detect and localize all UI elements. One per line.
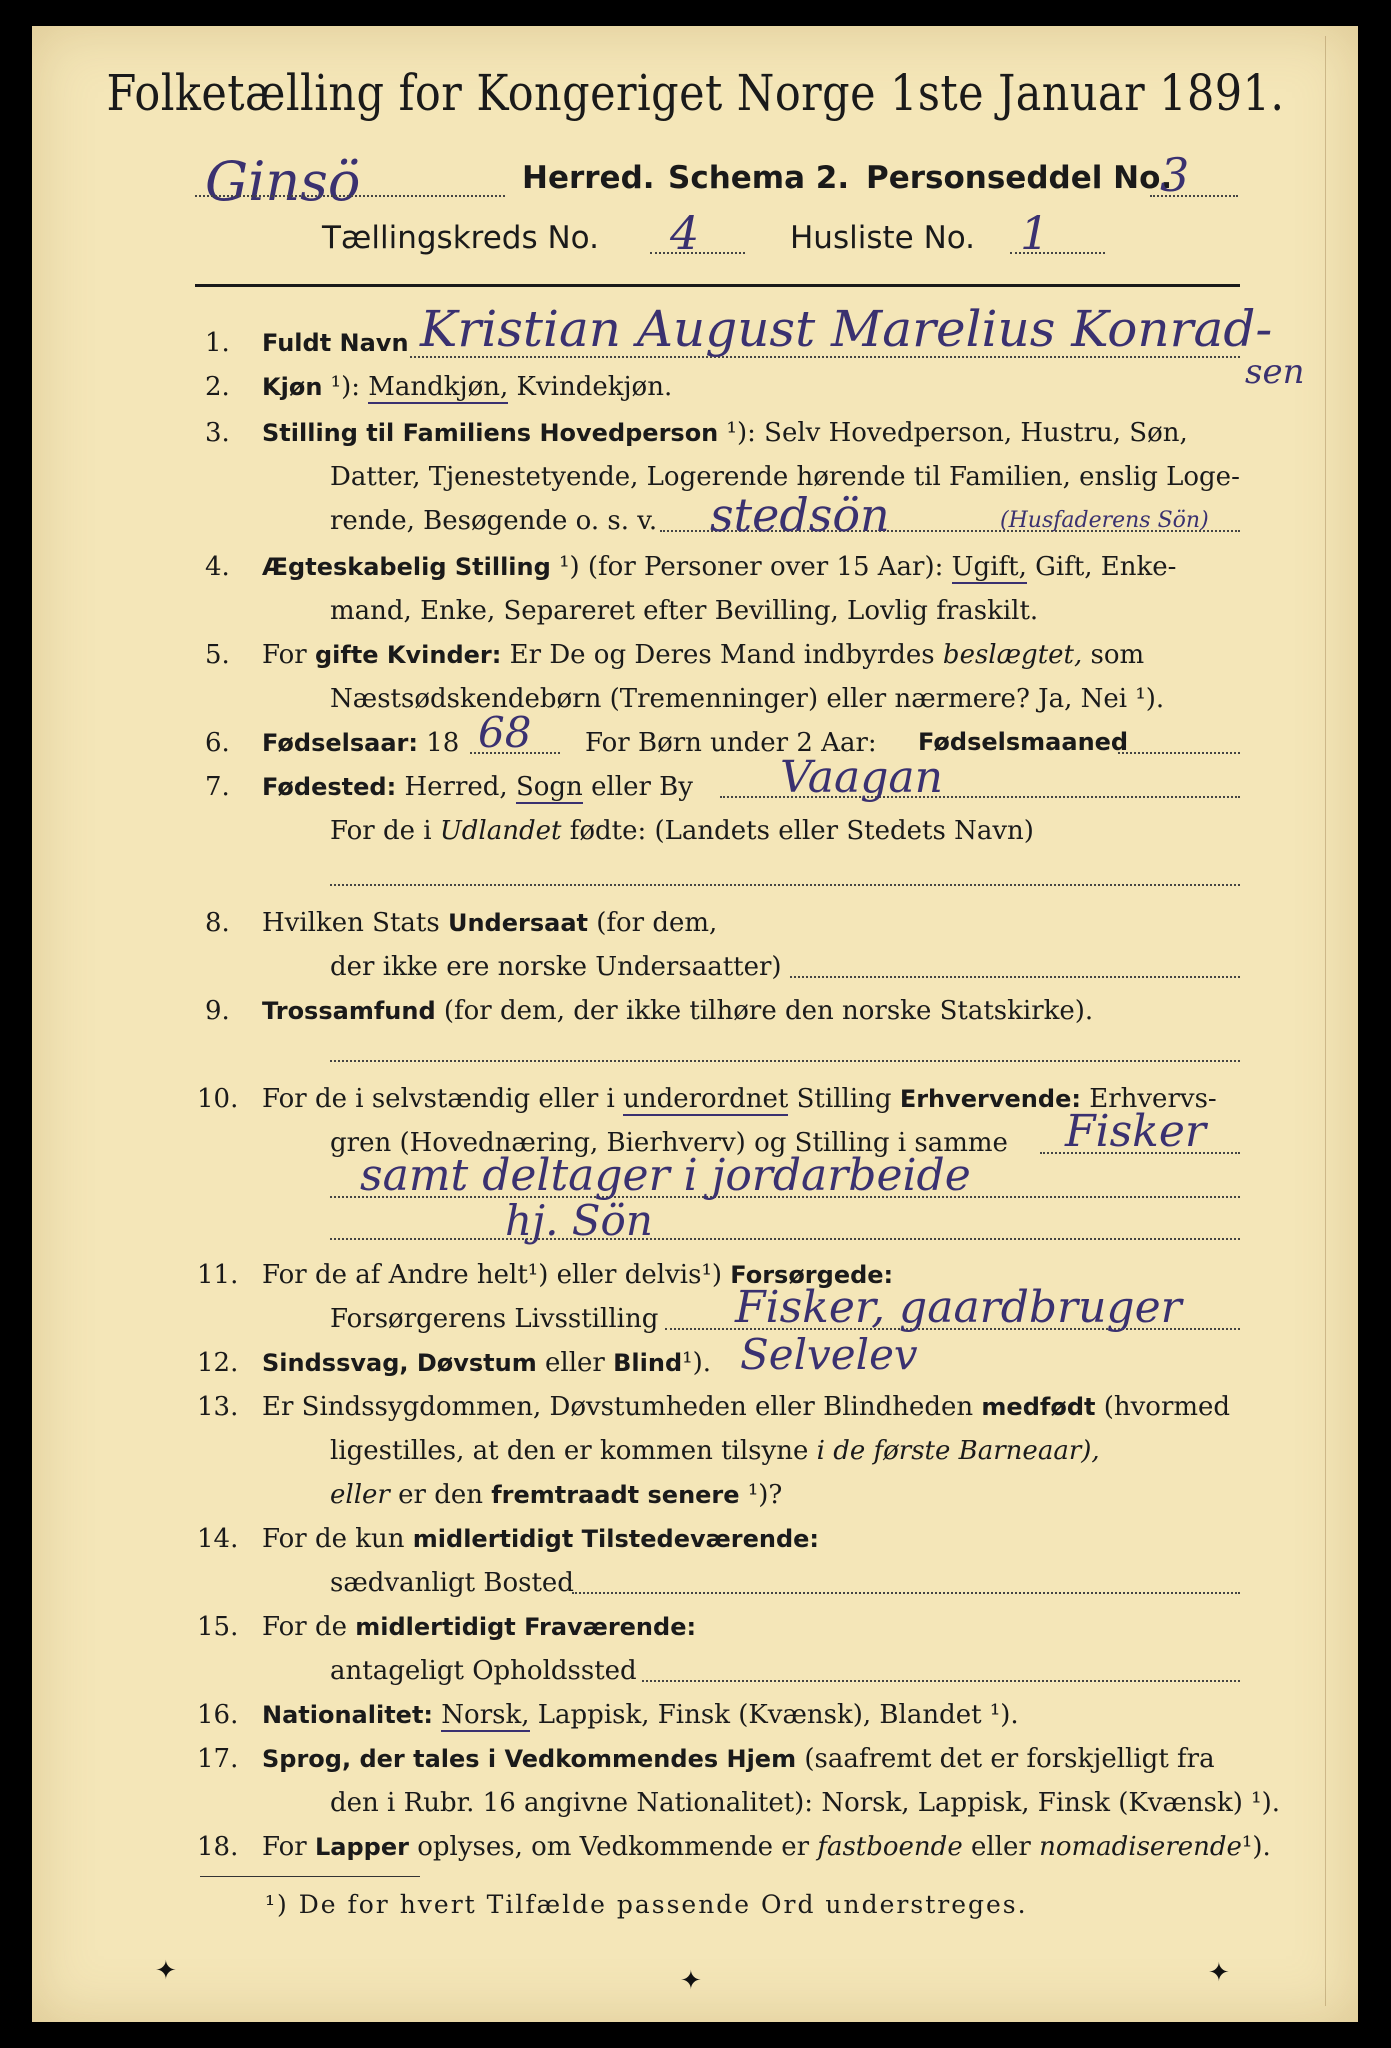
item-18-pre: For [262,1832,307,1862]
item-7-line-2a: For de i [330,816,432,846]
item-11-number: 11. [197,1260,239,1290]
item-7-number: 7. [205,772,230,802]
item-10-mid: Stilling [796,1084,892,1114]
husliste-handwritten: 1 [1020,206,1050,260]
item-4-number: 4. [205,552,230,582]
schema-label: Schema 2. [668,160,850,196]
taellingskreds-label: Tællingskreds No. [322,220,599,256]
item-13-line-3b: er den [398,1480,483,1510]
item-13-label-later: fremtraadt senere [491,1481,740,1509]
taellingskreds-handwritten: 4 [670,206,700,260]
item-11-label: Forsørgede: [730,1261,894,1289]
item-2-number: 2. [205,372,230,402]
item-7-line-1b: eller By [591,772,693,802]
herred-handwritten: Ginsö [205,150,361,213]
item-3-line-2: Datter, Tjenestetyende, Logerende hørende til Familien, enslig Loge- [330,462,1240,492]
item-11-line-2: Forsørgerens Livsstilling [330,1304,659,1334]
item-16-label: Nationalitet: [262,1701,434,1729]
paper-fold [1325,36,1336,2006]
item-12-handwritten: Selvelev [740,1330,918,1379]
husliste-dotted-line [1010,252,1105,254]
item-17-label: Sprog, der tales i Vedkommendes Hjem [262,1745,797,1773]
item-5-emphasis: beslægtet, [942,640,1083,670]
item-7-option-sogn: Sogn [515,772,583,802]
item-4-option-unmarried: Ugift, [951,552,1027,582]
item-2-footnote-ref: ¹): [330,372,360,402]
item-16-number: 16. [197,1700,239,1730]
item-18-line-1a: oplyses, om Vedkommende er [417,1832,810,1862]
herred-dotted-line [195,195,505,197]
item-6-number: 6. [205,728,230,758]
item-11-pre: For de af Andre helt [262,1260,528,1290]
item-13-label: medfødt [981,1393,1096,1421]
item-18-label: Lapper [314,1833,409,1861]
item-13-pre: Er Sindssygdommen, Døvstumheden eller Blindheden [262,1392,974,1422]
item-14-line-2: sædvanligt Bosted [330,1568,574,1598]
item-15-dotted-line [642,1680,1240,1682]
item-2-label: Kjøn [262,373,323,401]
footnote: ¹) De for hvert Tilfælde passende Ord understreges. [265,1890,1028,1919]
item-6-label: Fødselsaar: [262,729,418,757]
item-10-handwritten-3: hj. Sön [505,1196,653,1245]
item-3-handwritten-note: (Husfaderens Sön) [1000,508,1209,533]
item-6-dotted-line [470,752,560,754]
item-10-line-2: gren (Hovednæring, Bierhverv) og Stilling i samme [330,1128,1008,1158]
footnote-rule [200,1876,420,1877]
item-6-century: 18 [426,728,460,758]
item-10-line-1b: Erhvervs- [1089,1084,1217,1114]
item-17-line-1: (saafremt det er forskjelligt fra [804,1744,1215,1774]
item-16-line-1: Lappisk, Finsk (Kvænsk), Blandet ¹). [537,1700,1019,1730]
item-13-emphasis: i de første Barneaar), [816,1436,1100,1466]
item-3-number: 3. [205,418,230,448]
item-12-label-blind: Blind [613,1349,683,1377]
item-11-footnote-ref-1: ¹) [527,1260,549,1290]
item-10-number: 10. [197,1084,239,1114]
item-7-line-1a: Herred, [404,772,508,802]
item-7-handwritten: Vaagan [780,752,943,803]
item-13-number: 13. [197,1392,239,1422]
item-8-dotted-line [790,976,1240,978]
item-6-mid: For Børn under 2 Aar: [585,728,877,758]
item-3-label: Stilling til Familiens Hovedperson [262,419,719,447]
item-13-line-1b: (hvormed [1103,1392,1231,1422]
item-9-line-1: (for dem, der ikke tilhøre den norske Statskirke). [443,996,1094,1026]
item-4-label: Ægteskabelig Stilling [262,553,551,581]
item-4-line-1a: (for Personer over 15 Aar): [587,552,944,582]
item-5-number: 5. [205,640,230,670]
item-5-label: gifte Kvinder: [314,641,502,669]
item-6-label-month: Fødselsmaaned [918,728,1129,756]
item-4-line-2: mand, Enke, Separeret efter Bevilling, Lovlig fraskilt. [330,596,1039,626]
item-6-handwritten-year: 68 [478,708,532,757]
item-15-pre: For de [262,1612,347,1642]
item-14-number: 14. [197,1524,239,1554]
item-10-handwritten-1: Fisker [1065,1106,1206,1157]
item-18-number: 18. [197,1832,239,1862]
item-7-label: Fødested: [262,773,397,801]
item-15-line-2: antageligt Opholdssted [330,1656,637,1686]
item-3-line-3: rende, Besøgende o. s. v. [330,506,658,536]
item-2-option-male: Mandkjøn, [368,372,509,402]
punch-mark-center: ✦ [680,1966,702,1996]
item-6-month-dotted-line [1118,752,1240,754]
item-1-handwritten-cont: sen [1245,352,1305,392]
item-10-option-subordinate: underordnet [623,1084,789,1114]
item-15-label: midlertidigt Fraværende: [355,1613,697,1641]
item-3-line-1: Selv Hovedperson, Hustru, Søn, [764,418,1188,448]
item-1-handwritten: Kristian August Marelius Konrad- [420,300,1273,358]
item-18-line-1b: eller [970,1832,1031,1862]
item-13-footnote-ref: ¹)? [747,1480,783,1510]
item-3-footnote-ref: ¹): [726,418,756,448]
item-1-label: Fuldt Navn [262,329,409,357]
item-9-blank-line [330,1060,1240,1062]
item-18-emphasis-1: fastboende [817,1832,963,1862]
item-12-mid: eller [545,1348,605,1378]
personseddel-dotted-line [1150,195,1238,197]
taellingskreds-dotted-line [650,252,745,254]
item-10-dotted-line-3 [330,1238,1240,1240]
item-8-label: Undersaat [447,909,588,937]
item-5-line-2: Næstsødskendebørn (Tremenninger) eller nærmere? Ja, Nei ¹). [330,684,1165,714]
item-9-number: 9. [205,996,230,1026]
item-4-footnote-ref: ¹) [559,552,580,582]
item-13-line-2a: ligestilles, at den er kommen tilsyne [330,1436,809,1466]
item-7-line-2b: fødte: (Landets eller Stedets Navn) [569,816,1034,846]
husliste-label: Husliste No. [790,220,976,256]
item-8-number: 8. [205,908,230,938]
item-18-footnote-ref: ¹). [1241,1832,1271,1862]
item-2-option-female: Kvindekjøn. [516,372,673,402]
item-12-footnote-ref: ¹). [682,1348,711,1378]
item-9-label: Trossamfund [262,997,436,1025]
item-17-line-2: den i Rubr. 16 angivne Nationalitet): Norsk, Lappisk, Finsk (Kvænsk) ¹). [330,1788,1281,1818]
punch-mark-left: ✦ [155,1956,177,1986]
item-14-label: midlertidigt Tilstedeværende: [412,1525,820,1553]
item-14-dotted-line [572,1592,1240,1594]
item-10-pre: For de i selvstændig eller i [262,1084,615,1114]
item-11-footnote-ref-2: ¹) [701,1260,723,1290]
item-11-mid: eller delvis [556,1260,702,1290]
herred-label: Herred. [522,160,655,196]
personseddel-handwritten: 3 [1160,148,1190,202]
item-16-option-norsk: Norsk, [441,1700,530,1730]
item-4-line-1b: Gift, Enke- [1035,552,1177,582]
item-8-line-1: (for dem, [596,908,718,938]
item-10-label: Erhvervende: [899,1085,1081,1113]
item-14-pre: For de kun [262,1524,405,1554]
item-1-number: 1. [205,328,230,358]
item-5-pre: For [262,640,307,670]
item-5-line-1a: Er De og Deres Mand indbyrdes [509,640,935,670]
item-15-number: 15. [197,1612,239,1642]
item-7-blank-line [330,884,1240,886]
form-title: Folketælling for Kongeriget Norge 1ste Januar 1891. [106,64,1285,122]
item-5-line-1b: som [1090,640,1145,670]
personseddel-label: Personseddel No. [866,160,1173,196]
punch-mark-right: ✦ [1208,1958,1230,1988]
item-12-label: Sindssvag, Døvstum [262,1349,537,1377]
item-8-pre: Hvilken Stats [262,908,440,938]
item-18-emphasis-2: nomadiserende [1039,1832,1242,1862]
item-17-number: 17. [197,1744,239,1774]
header-rule [195,284,1240,287]
item-8-line-2: der ikke ere norske Undersaatter) [330,952,782,982]
item-7-emphasis: Udlandet [439,816,562,846]
item-3-handwritten: stedsön [710,488,890,542]
item-12-number: 12. [197,1348,239,1378]
item-10-handwritten-2: samt deltager i jordarbeide [360,1150,971,1201]
item-11-handwritten: Fisker, gaardbruger [735,1282,1182,1333]
item-13-line-3a: eller [330,1480,390,1510]
